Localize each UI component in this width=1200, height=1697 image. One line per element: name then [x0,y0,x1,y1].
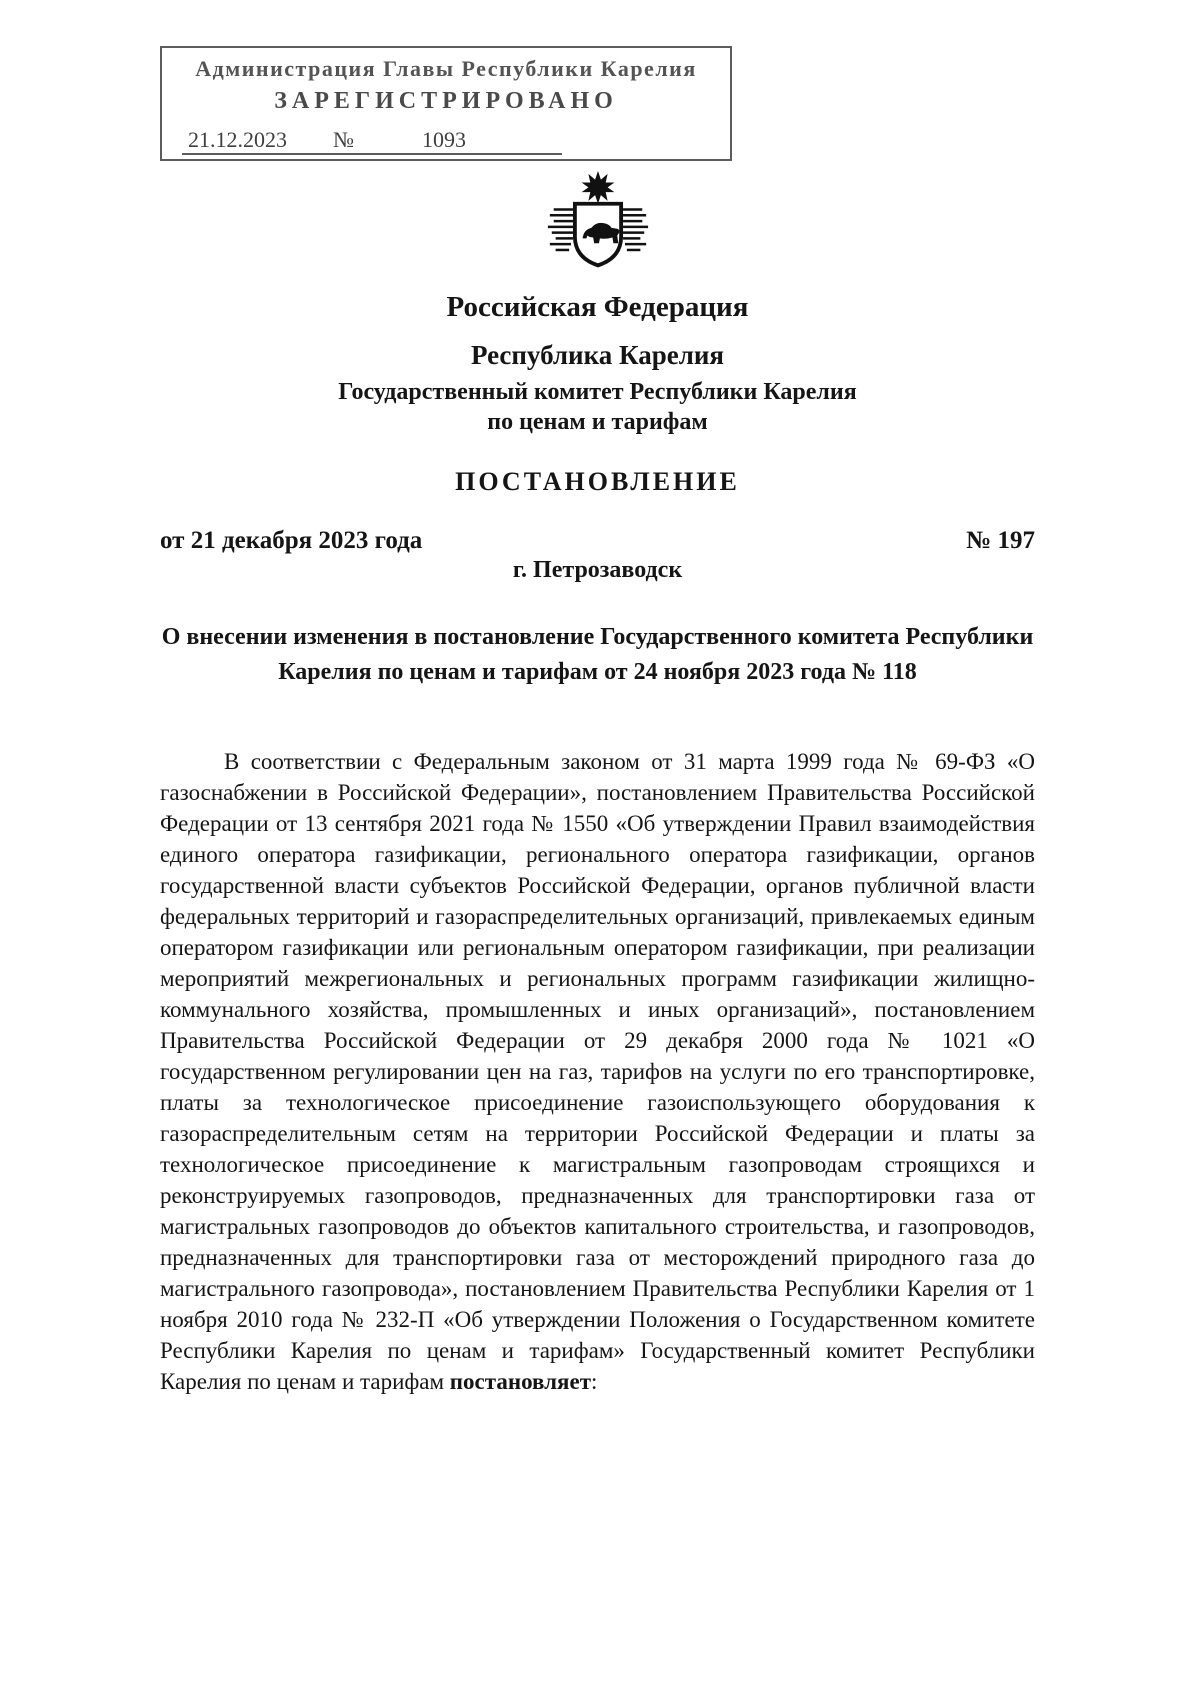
body-tail: : [591,1369,598,1394]
stamp-organization: Администрация Главы Республики Карелия [195,56,697,81]
body-text: В соответствии с Федеральным законом от 31 марта 1999 года № 69-ФЗ «О газоснабжении в Российской Федерации», постановлением Правительства Российской Федерации от 13 сентября 2021 года № 1550 «Об утверждении Правил взаимодействия единого оператора газификации, регионального оператора газификации, органов государственной власти субъектов Российской Федерации, органов публичной власти федеральных территорий и газораспределительных организаций, привлекаемых единым оператором газификации или региональным оператором газификации, при реализации мероприятий межрегиональных и региональных программ газификации жилищно-коммунального хозяйства, промышленных и иных организаций», постановлением Правительства Российской Федерации от 29 декабря 2000 года № 1021 «О государственном регулировании цен на газ, тарифов на услуги по его транспортировке, платы за технологическое присоединение газоиспользующего оборудования к газораспределительным сетям на территории Российской Федерации и платы за технологическое присоединение к магистральным газопроводам строящихся и реконструируемых газопроводов, предназначенных для транспортировки газа от магистральных газопроводов до объектов капитального строительства, и газопроводов, предназначенных для транспортировки газа от месторождений природного газа до магистрального газопровода», постановлением Правительства Республики Карелия от 1 ноября 2010 года № 232-П «Об утверждении Положения о Государственном комитете Республики Карелия по ценам и тарифам» Государственный комитет Республики Карелия по ценам и тарифам [160,749,1035,1394]
body-bold-word: постановляет [449,1369,591,1394]
document-number: № 197 [966,527,1035,554]
stamp-fill-line [472,153,562,155]
stamp-date-row [176,127,716,155]
header-country: Российская Федерация [446,291,749,323]
body-paragraph [160,746,1035,1397]
stamp-number: 1093 [416,127,472,155]
karelia-coat-of-arms-icon [538,171,658,275]
registration-stamp [160,46,732,161]
document-title: О внесении изменения в постановление Государственного комитета Республики Карелия по ценам и тарифам от 24 ноября 2023 года № 118 [161,624,1034,685]
stamp-fill-line [358,153,416,155]
stamp-registered-label: ЗАРЕГИСТРИРОВАНО [274,88,618,114]
document-city: г. Петрозаводск [512,557,683,583]
document-type-title: ПОСТАНОВЛЕНИЕ [455,467,740,496]
header-region: Республика Карелия [470,340,725,370]
header-committee-line1: Государственный комитет Республики Карелия [338,379,857,405]
header-committee-line2: по ценам и тарифам [487,409,708,435]
document-date: от 21 декабря 2023 года [160,527,423,554]
stamp-number-sign: № [329,127,358,155]
stamp-fill-line [293,153,329,155]
date-number-row [160,527,1035,555]
stamp-date: 21.12.2023 [182,127,293,155]
